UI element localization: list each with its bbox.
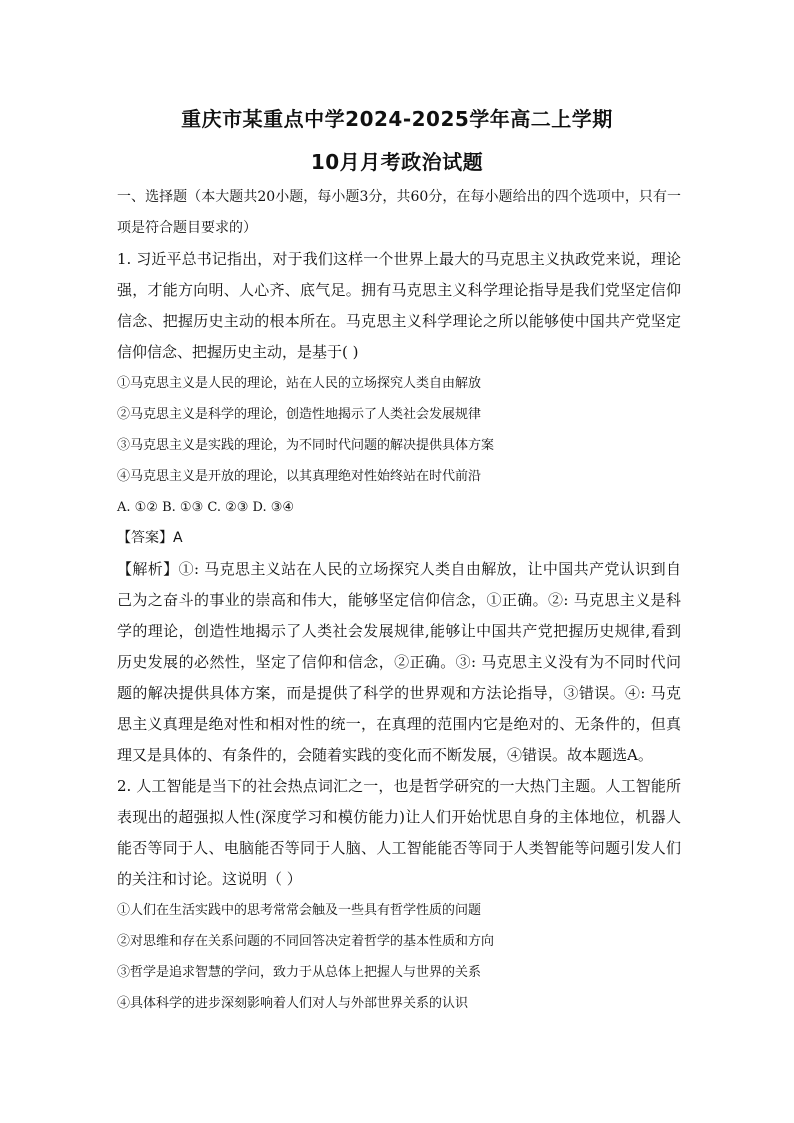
analysis-label: 【解析】 [117, 560, 179, 578]
question-1-choices: A. ①② B. ①③ C. ②③ D. ③④ [117, 500, 295, 515]
question-1-option-3: ③马克思主义是实践的理论，为不同时代问题的解决提供具体方案 [117, 438, 495, 453]
question-1-analysis [117, 554, 681, 771]
question-2-option-2: ②对思维和存在关系问题的不同回答决定着哲学的基本性质和方向 [117, 934, 495, 949]
section-header: 一、选择题（本大题共20小题，每小题3分，共60分，在每小题给出的四个选项中，只有一项是符合题目要求的） [117, 189, 681, 236]
exam-title-line1: 重庆市某重点中学2024-2025学年高二上学期 [181, 107, 613, 131]
exam-title-line2: 10月月考政治试题 [310, 150, 484, 174]
question-1-option-4: ④马克思主义是开放的理论，以其真理绝对性始终站在时代前沿 [117, 469, 482, 484]
question-2-stem: 2. 人工智能是当下的社会热点词汇之一，也是哲学研究的一大热门主题。人工智能所表现出的超强拟人性(深度学习和模仿能力)让人们开始忧思自身的主体地位，机器人能否等同于人、电脑能否等同于人脑、人工智能能否等同于人类智能等问题引发人们的关注和讨论。这说明（ ） [117, 777, 681, 888]
question-2-option-4: ④具体科学的进步深刻影响着人们对人与外部世界关系的认识 [117, 996, 469, 1011]
analysis-text: ①: 马克思主义站在人民的立场探究人类自由解放，让中国共产党认识到自己为之奋斗的事业的崇高和伟大，能够坚定信仰信念，①正确。②: 马克思主义是科学的理论，创造性地揭示了人类社会发展规律,能够让中国共产党把握历史规律,看到历史发展的必然性，坚定了信仰和信念，②正确。③: 马克思主义没有为不同时代问题的解决提供具体方案，而是提供了科学的世界观和方法论指导，③错误。④: 马克思主义真理是绝对性和相对性的统一，在真理的范围内它是绝对的、无条件的，但真理又是具体的、有条件的，会随着实践的变化而不断发展，④错误。故本题选A。 [117, 560, 681, 764]
question-2-option-3: ③哲学是追求智慧的学问，致力于从总体上把握人与世界的关系 [117, 965, 482, 980]
question-1-option-2: ②马克思主义是科学的理论，创造性地揭示了人类社会发展规律 [117, 407, 482, 422]
question-1-option-1: ①马克思主义是人民的理论，站在人民的立场探究人类自由解放 [117, 376, 482, 391]
question-1-stem: 1. 习近平总书记指出，对于我们这样一个世界上最大的马克思主义执政党来说，理论强，才能方向明、人心齐、底气足。拥有马克思主义科学理论指导是我们党坚定信仰信念、把握历史主动的根本所在。马克思主义科学理论之所以能够使中国共产党坚定信仰信念、把握历史主动，是基于( ) [117, 250, 681, 361]
question-1-answer: 【答案】A [117, 530, 183, 546]
exam-content [117, 182, 681, 1019]
question-2-option-1: ①人们在生活实践中的思考常常会触及一些具有哲学性质的问题 [117, 903, 482, 918]
